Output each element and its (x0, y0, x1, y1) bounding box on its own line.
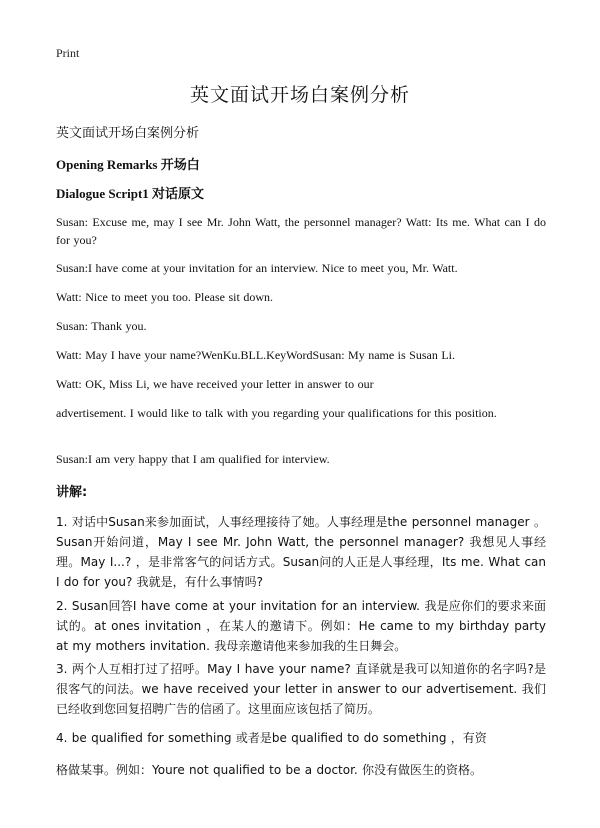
dialogue-line-4: Susan: Thank you. (56, 319, 147, 333)
explanation-1: 1. 对话中Susan来参加面试，人事经理接待了她。人事经理是the personnel manager 。Susan开始问道，May I see Mr. John Watt, the personnel manager? 我想见人事经理。May I...? ，是非常客气的问话方式。Susan问的人正是人事经理，Its me. What can I do for you? 我就是，有什么事情吗? (56, 515, 546, 589)
heading-dialogue-script: Dialogue Script1 对话原文 (56, 186, 205, 201)
dialogue-line-8: Susan:I am very happy that I am qualified for interview. (56, 452, 330, 466)
explanation-2: 2. Susan回答I have come at your invitation for an interview. 我是应你们的要求来面试的。at ones invitation ，在某人的邀请下。例如：He came to my birthday party at my mothers invitation. 我母亲邀请他来参加我的生日舞会。 (56, 599, 546, 653)
heading-opening-remarks: Opening Remarks 开场白 (56, 157, 200, 172)
dialogue-line-5: Watt: May I have your name?WenKu.BLL.KeyWordSusan: My name is Susan Li. (56, 348, 456, 362)
dialogue-line-3: Watt: Nice to meet you too. Please sit down. (56, 290, 273, 304)
dialogue-line-7: advertisement. I would like to talk with you regarding your qualifications for this position. (56, 406, 497, 420)
explanation-4-cont: 格做某事。例如：Youre not qualified to be a doctor. 你没有做医生的资格。 (56, 763, 483, 777)
explanation-heading: 讲解: (56, 485, 88, 500)
dialogue-line-1: Susan: Excuse me, may I see Mr. John Watt, the personnel manager? Watt: Its me. What can I do for you? (56, 215, 546, 247)
print-link[interactable]: Print (56, 46, 80, 60)
dialogue-line-6: Watt: OK, Miss Li, we have received your letter in answer to our (56, 377, 374, 391)
page-title: 英文面试开场白案例分析 (189, 84, 410, 106)
explanation-3: 3. 两个人互相打过了招呼。May I have your name? 直译就是我可以知道你的名字吗?是很客气的问法。we have received your letter in answer to our advertisement. 我们已经收到您回复招聘广告的信函了。这里面应该包括了简历。 (56, 662, 546, 716)
dialogue-line-2: Susan:I have come at your invitation for an interview. Nice to meet you, Mr. Watt. (56, 261, 458, 275)
subtitle: 英文面试开场白案例分析 (56, 126, 200, 141)
explanation-4: 4. be qualified for something 或者是be qualified to do something ，有资 (56, 731, 487, 745)
